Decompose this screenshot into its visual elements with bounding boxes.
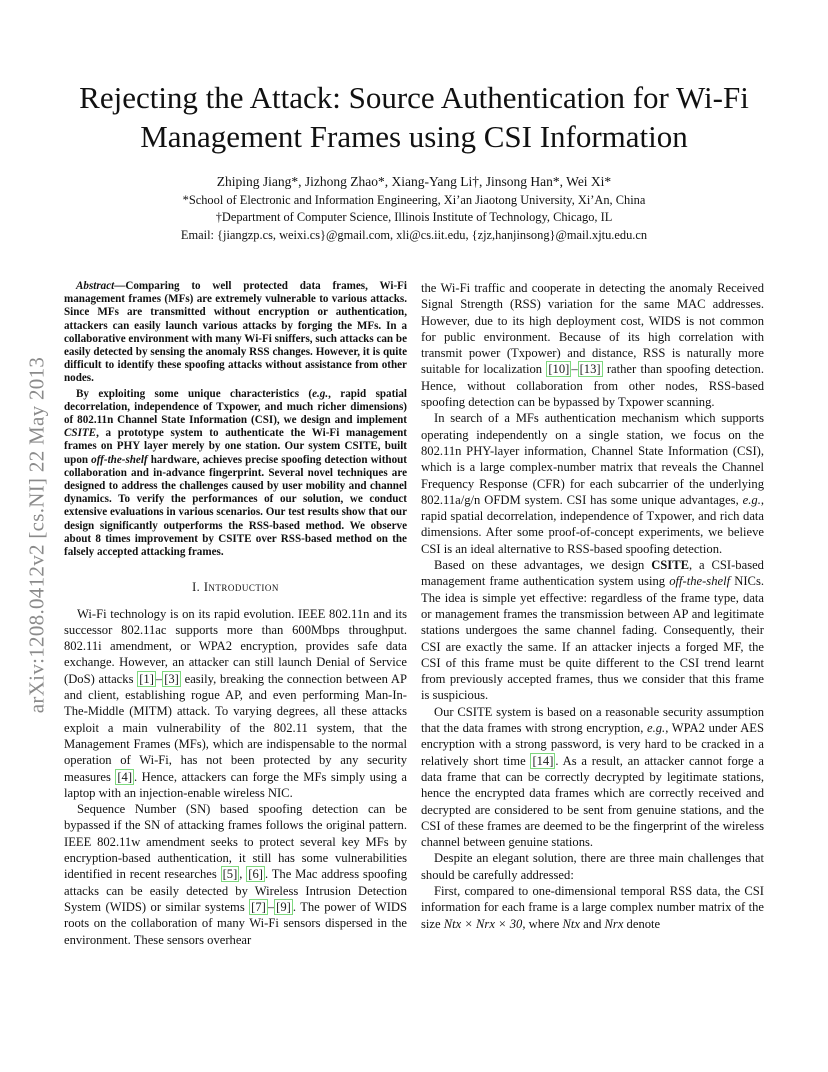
citation-link[interactable]: [6] (248, 867, 263, 882)
citation-link[interactable]: [5] (222, 867, 238, 882)
intro-paragraph-2: Sequence Number (SN) based spoofing detection can be bypassed if the SN of attacking frames follows the original pattern. IEEE 802.11w amendment seeks to protect several key MFs by encryption-based authentication, it still has some vulnerabilities identified in recent researches [5] , [6] . The Mac address spoofing attacks can be easily detected by Wireless Intrusion Detection System (WIDS) or similar systems [7] – [9] . The power of WIDS roots on the collaboration of many Wi-Fi sensors dispersed in the environment. These sensors overhear (64, 802, 408, 947)
intro-paragraph-2-continued: the Wi-Fi traffic and cooperate in detecting the anomaly Received Signal Strength (RSS) variation for the same MAC addresses. However, due to its high deployment cost, WIDS is not common for public environment. Because of its high correlation with transmit power (Txpower) and distance, RSS is naturally more suitable for localization [10] – [13] rather than spoofing detection. Hence, without collaboration from other nodes, RSS-based spoofing detection can be bypassed by Txpower scanning. (421, 281, 764, 410)
section-heading-introduction: I. Introduction (192, 580, 279, 595)
arxiv-id-text: arXiv:1208.0412v2 [cs.NI] 22 May 2013 (24, 356, 49, 714)
citation-link[interactable]: [1] (139, 671, 154, 686)
intro-paragraph-1: Wi-Fi technology is on its rapid evolution. IEEE 802.11n and its successor 802.11ac supports more than 600Mbps throughput. 802.11i amendment, or WPA2 encryption, provides safe data exchange. However, an attacker can still launch Denial of Service (DoS) attacks [1] – [3] easily, breaking the connection between AP and client, establishing rogue AP, and even performing Man-In-The-Middle (MITM) attack. To varying degrees, all these attacks exploit a main vulnerability of the 802.11 system, that the Management Frames (MFs), which are indispensable to the normal operation of Wi-Fi, has not been protected by any security measures [4] . Hence, attackers can forge the MFs simply using a laptop with an injection-enable wireless NIC. (64, 606, 407, 800)
intro-paragraph-4: Based on these advantages, we design CSITE, a CSI-based management frame authentication system using off-the-shelf NICs. The idea is simple yet effective: regardless of the frame type, data or management frames the transmission between AP and legitimate stations undergoes the same channel fading. Consequently, their CSI are exactly the same. If an attacker injects a forged MF, the CSI of this frame must be quite different to the CSI trend learnt from previously accepted frames, thus we consider that this frame is suspicious. (421, 558, 764, 703)
abstract-label: Abstract (76, 280, 115, 292)
intro-paragraph-5: Our CSITE system is based on a reasonable security assumption that the data frames with strong encryption, e.g., WPA2 under AES encryption with a strong password, is very hard to be cracked in a relatively short time [14] . As a result, an attacker cannot forge a data frame that can be correctly decrypted by legitimate stations, hence the encrypted data frames which are correctly received and decrypted are considered to be sent from genuine stations, and the CSI of these frames are deemed to be the fingerprint of the wireless channel between genuine stations. (421, 704, 764, 850)
author-emails: Email: {jiangzp.cs, weixi.cs}@gmail.com, xli@cs.iit.edu, {zjz,hanjinsong}@mail.xjtu.edu.cn (180, 228, 648, 242)
abstract-paragraph-2: By exploiting some unique characteristics (e.g., rapid spatial decorrelation, independence of Txpower, and much richer dimensions) of 802.11n Channel State Information (CSI), we design and implement CSITE, a prototype system to authenticate the Wi-Fi management frames on PHY layer merely by one station. Our system CSITE, built upon off-the-shelf hardware, achieves precise spoofing detection without collaboration and in-advance fingerprint. Several novel techniques are designed to address the challenges caused by user mobility and channel dynamics. To verify the performances of our solution, we conduct extensive evaluations in various scenarios. Our test results show that our design significantly outperforms the RSS-based method. We observe about 8 times improvement by CSITE over RSS-based method on the falsely accepted attacking frames. (64, 387, 408, 559)
affiliation-xjtu: *School of Electronic and Information Engineering, Xi’an Jiaotong University, Xi’An, China (182, 193, 646, 207)
intro-paragraph-6: Despite an elegant solution, there are three main challenges that should be carefully addressed: (421, 851, 764, 882)
citation-link[interactable]: [7] (251, 899, 266, 914)
citation-link[interactable]: [14] (532, 753, 554, 768)
citation-link[interactable]: [4] (117, 769, 133, 784)
intro-paragraph-7: First, compared to one-dimensional temporal RSS data, the CSI information for each frame is a large complex number matrix of the size Ntx × Nrx × 30, where Ntx and Nrx denote (421, 883, 764, 931)
intro-paragraph-3: In search of a MFs authentication mechanism which supports operating independently on a single station, we focus on the 802.11n PHY-layer information, Channel State Information (CSI), which is a large complex-number matrix that reveals the Channel Frequency Response (CFR) for each subcarrier of the underlying 802.11a/g/n OFDM system. CSI has some unique advantages, e.g., rapid spatial decorrelation, independence of Txpower, and rich data dimensions. After some proof-of-concept experiments, we believe CSI is an ideal alternative to RSS-based spoofing detection. (421, 411, 764, 556)
citation-link[interactable]: [3] (164, 671, 179, 686)
citation-link[interactable]: [9] (276, 899, 291, 914)
abstract-paragraph-1: Abstract—Comparing to well protected data frames, Wi-Fi management frames (MFs) are extremely vulnerable to various attacks. Since MFs are transmitted without encryption or authentication, attackers can easily launch various attacks by forging the MFs. In a collaborative environment with many Wi-Fi sniffers, such attacks can be easily detected by sensing the anomaly RSS changes. However, it is quite difficult to identify these spoofing attacks without assistance from other nodes. (64, 280, 407, 385)
citation-link[interactable]: [10] (548, 362, 570, 377)
left-column (64, 280, 407, 948)
author-list: Zhiping Jiang*, Jizhong Zhao*, Xiang-Yang Li†, Jinsong Han*, Wei Xi* (216, 174, 612, 189)
citation-link[interactable]: [13] (579, 362, 601, 377)
affiliation-iit: †Department of Computer Science, Illinois Institute of Technology, Chicago, IL (215, 210, 613, 224)
paper-title: Rejecting the Attack: Source Authentication for Wi-Fi Management Frames using CSI Information (79, 80, 749, 154)
right-column (421, 280, 764, 932)
arxiv-sidebar-stamp (22, 290, 52, 780)
math-expression: Ntx × Nrx × 30 (443, 916, 523, 931)
